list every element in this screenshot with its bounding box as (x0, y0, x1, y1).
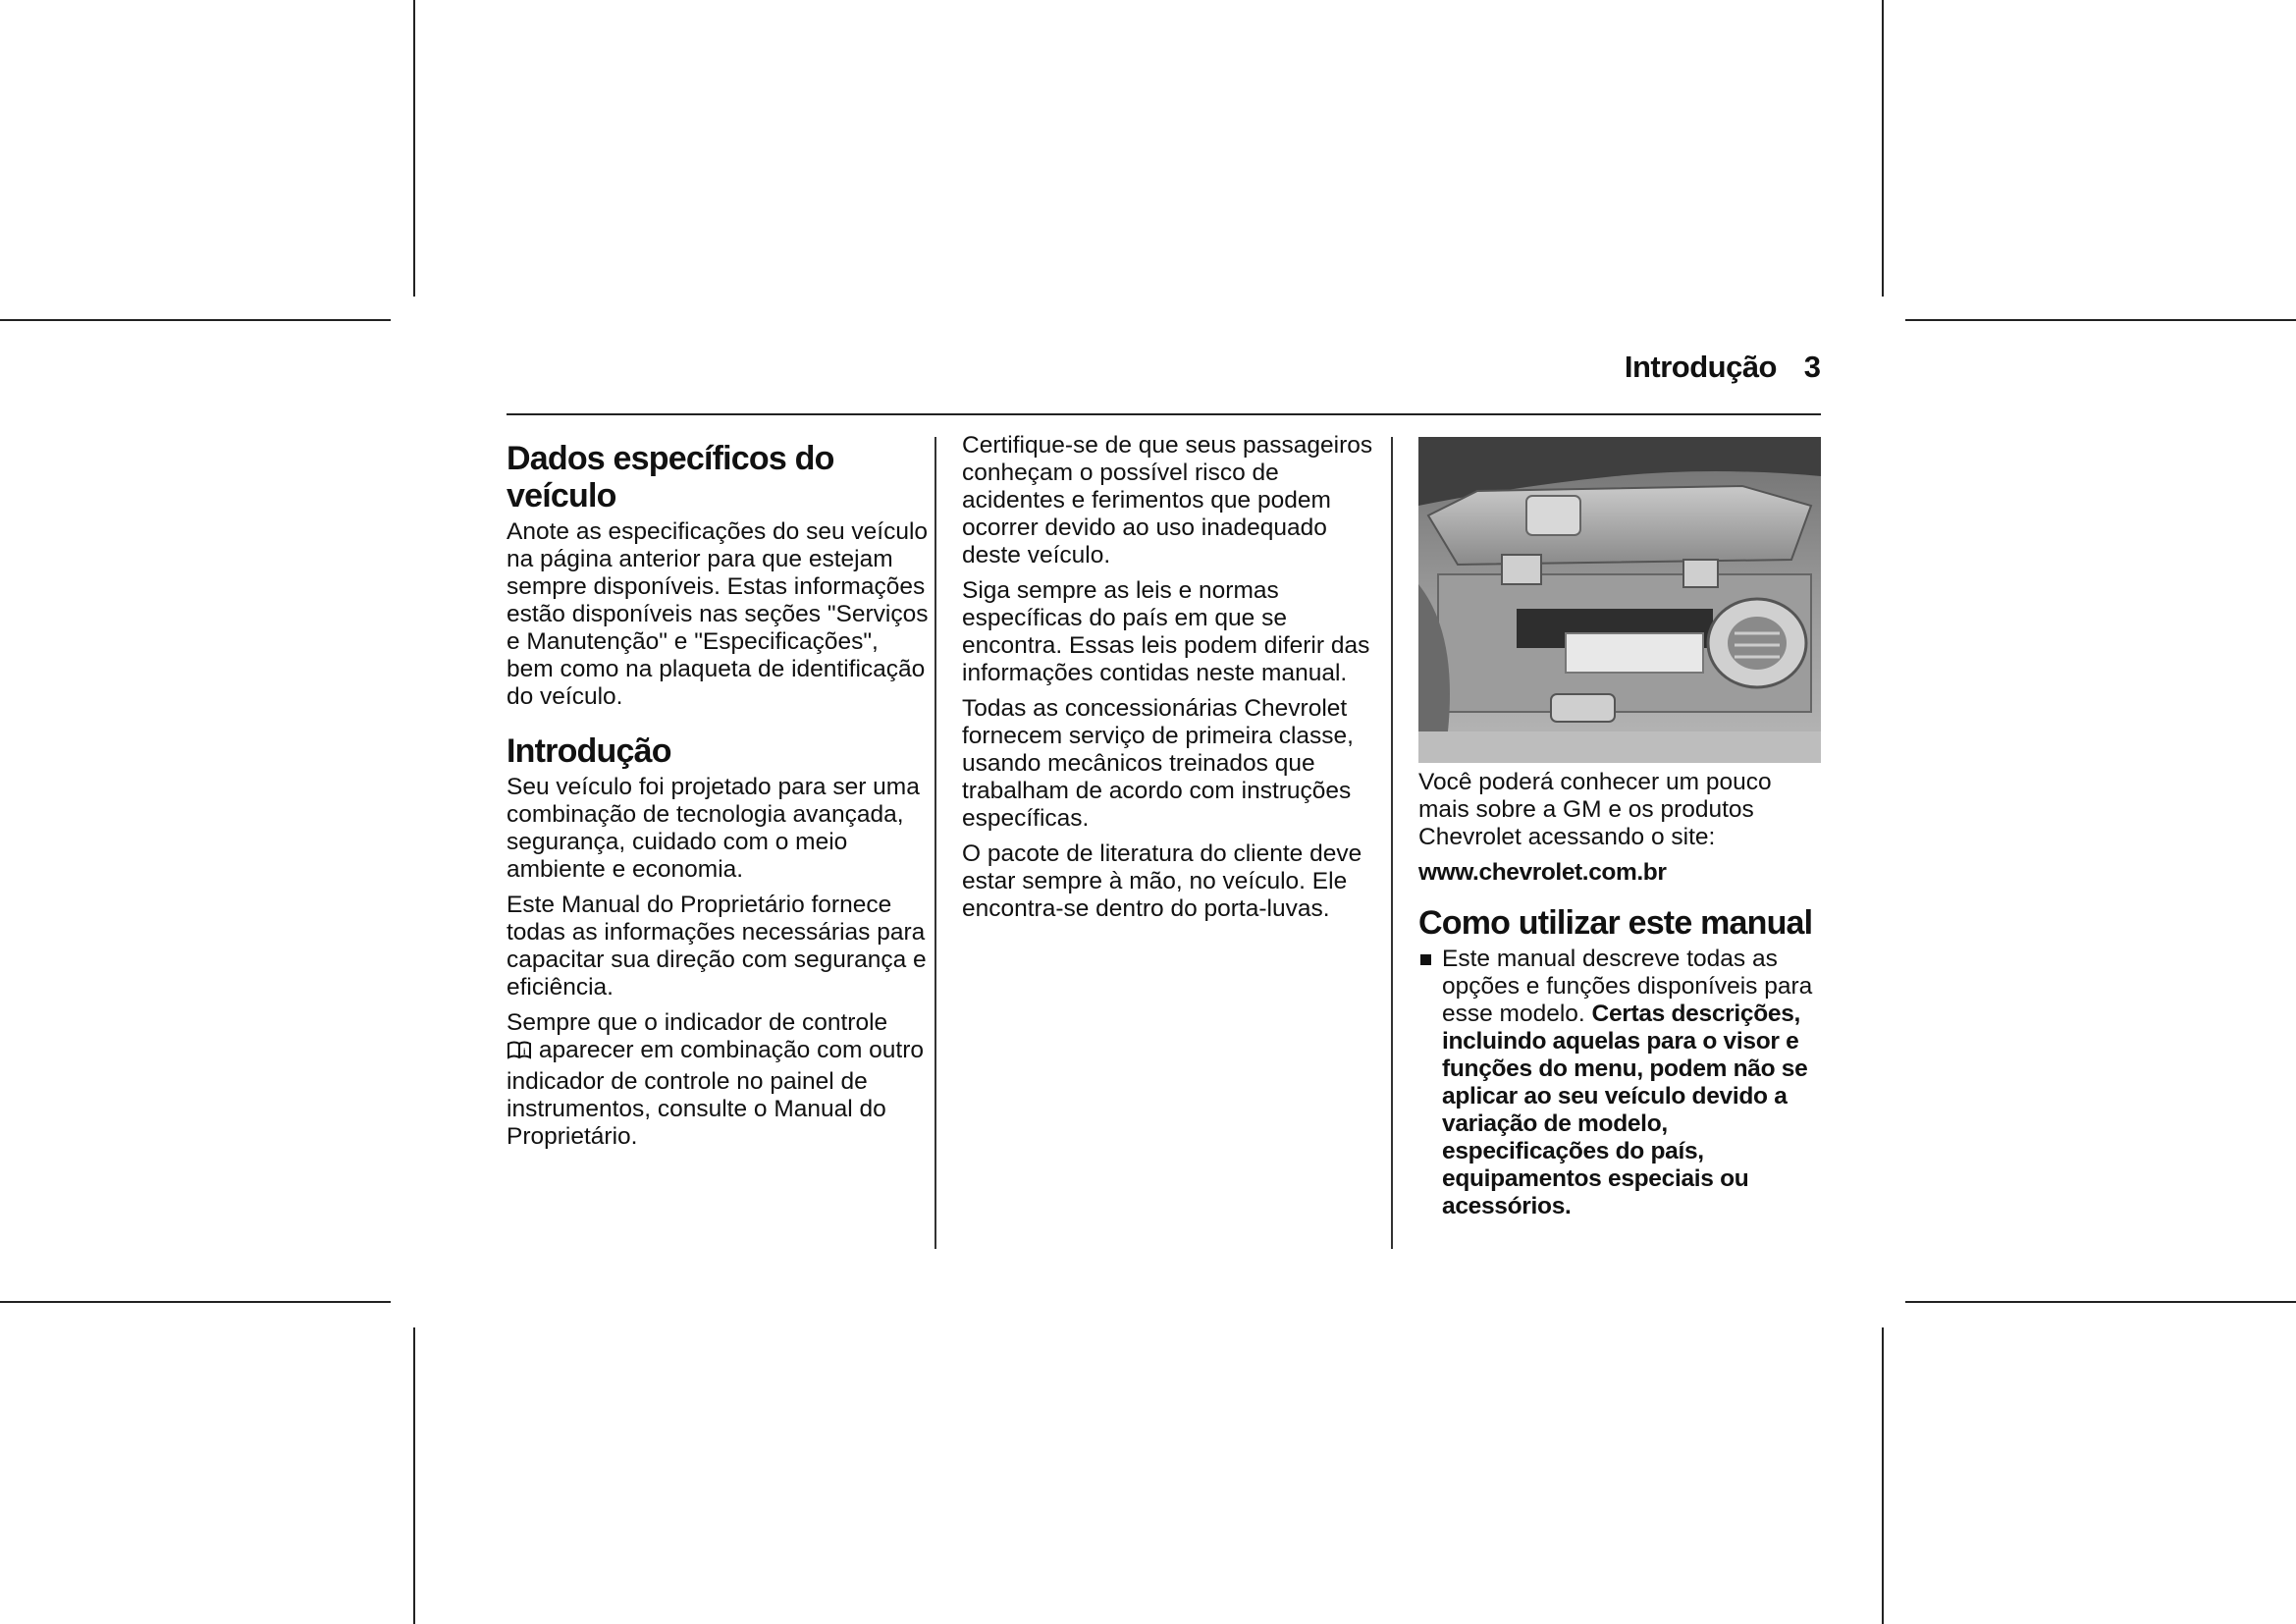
crop-mark (0, 319, 391, 321)
crop-mark (0, 1301, 391, 1303)
manual-book-icon (507, 1040, 532, 1068)
bullet-text: Este manual descreve todas as opções e funções disponíveis para esse modelo. (1442, 946, 1813, 1027)
paragraph: O pacote de literatura do cliente deve estar sempre à mão, no veículo. Ele encontra-se dentro do porta-luvas. (962, 840, 1362, 922)
column-divider (1391, 437, 1393, 1249)
crop-mark (1882, 1327, 1884, 1624)
photo-caption: Você poderá conhecer um pouco mais sobre a GM e os produtos Chevrolet acessando o site: (1418, 769, 1772, 850)
bullet-bold-text: Certas descrições, incluindo aquelas para o visor e funções do menu, podem não se aplicar ao seu veículo devido a variação de modelo, especificações do país, equipamentos especiais ou acessórios. (1442, 1001, 1808, 1219)
paragraph: Este Manual do Proprietário fornece todas as informações necessárias para capacitar sua direção com segurança e eficiência. (507, 892, 927, 1001)
crop-mark (1882, 0, 1884, 297)
paragraph (507, 1009, 929, 1151)
paragraph-text: Sempre que o indicador de controle (507, 1009, 888, 1036)
page-number: 3 (1803, 350, 1821, 384)
paragraph: Seu veículo foi projetado para ser uma combinação de tecnologia avançada, segurança, cuidado com o meio ambiente e economia. (507, 774, 920, 883)
paragraph: Certifique-se de que seus passageiros conheçam o possível risco de acidentes e ferimentos que podem ocorrer devido ao uso inadequado deste veículo. (962, 432, 1373, 568)
header-rule (507, 413, 1821, 415)
section-title: Introdução (1624, 350, 1777, 384)
crop-mark (413, 0, 415, 297)
paragraph-text: aparecer em combinação com outro indicador de controle no painel de instrumentos, consulte o Manual do Proprietário. (507, 1037, 925, 1150)
heading-introduction: Introdução (507, 732, 671, 770)
svg-text:i: i (523, 1047, 526, 1056)
crop-mark (1905, 319, 2296, 321)
square-bullet-icon (1420, 954, 1431, 965)
column-divider (934, 437, 936, 1249)
paragraph: Siga sempre as leis e normas específicas do país em que se encontra. Essas leis podem diferir das informações contidas neste manual. (962, 577, 1370, 686)
crop-mark (413, 1327, 415, 1624)
heading-how-to-use: Como utilizar este manual (1418, 904, 1813, 942)
glovebox-photo (1418, 437, 1821, 763)
column-2 (962, 432, 1374, 931)
column-1 (507, 432, 929, 1159)
paragraph: Todas as concessionárias Chevrolet fornecem serviço de primeira classe, usando mecânicos treinados que trabalham de acordo com instruções específicas. (962, 695, 1354, 832)
heading-vehicle-data: Dados específicos do veículo (507, 440, 834, 514)
list-item (1418, 946, 1824, 1220)
crop-mark (1905, 1301, 2296, 1303)
paragraph: Anote as especificações do seu veículo na página anterior para que estejam sempre disponíveis. Estas informações estão disponíveis nas seções "Serviços e Manutenção" e "Especificações", bem como na plaqueta de identificação do veículo. (507, 518, 929, 710)
column-3 (1418, 432, 1824, 1220)
website-link[interactable]: www.chevrolet.com.br (1418, 859, 1667, 886)
